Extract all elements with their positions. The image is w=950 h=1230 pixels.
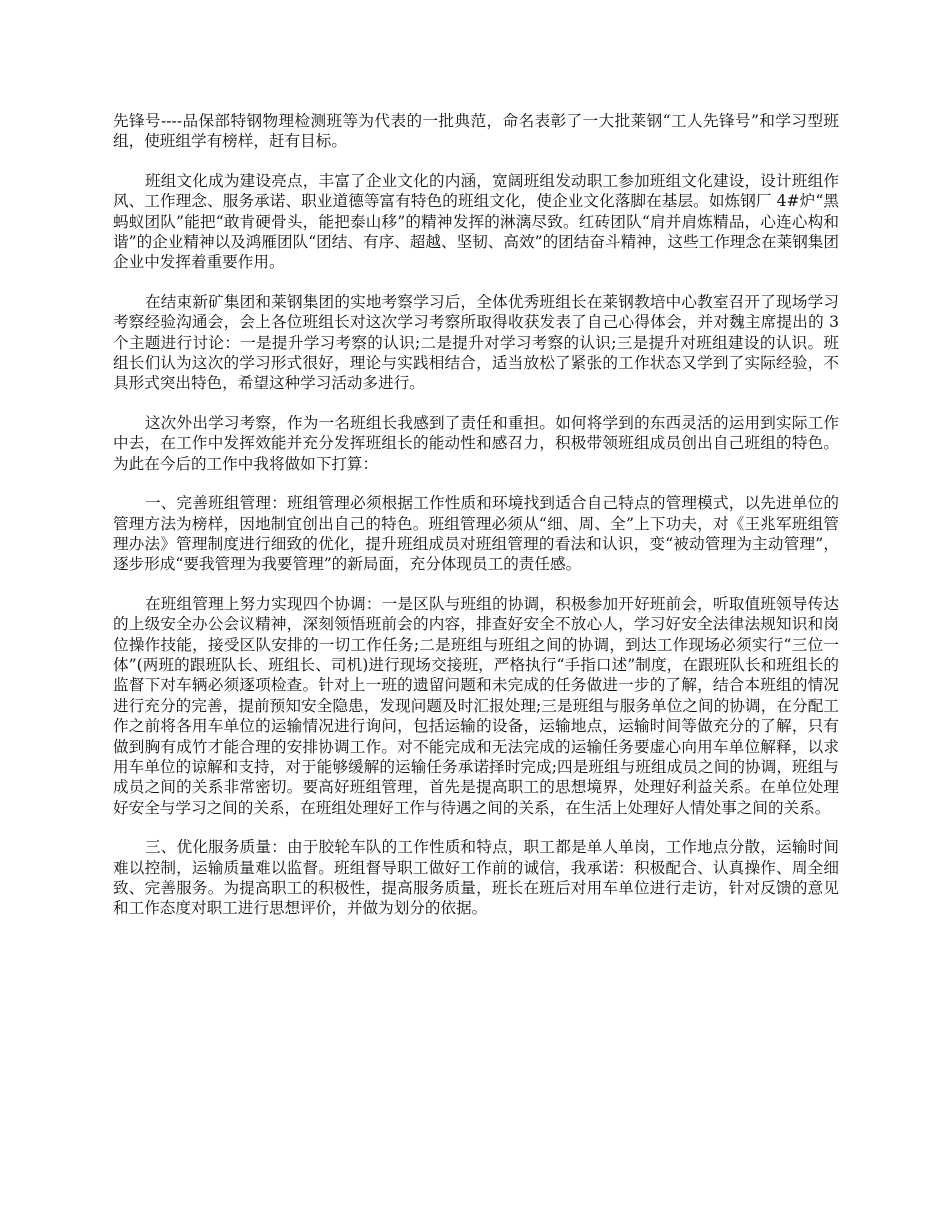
paragraph-reflection: 这次外出学习考察，作为一名班组长我感到了责任和重担。如何将学到的东西灵活的运用到实际工作中去，在工作中发挥效能并充分发挥班组长的能动性和感召力，积极带领班组成员创出自己班组的特色。为此在今后的工作中我将做如下打算： xyxy=(113,413,839,473)
document-body xyxy=(113,111,839,938)
paragraph-improve-management: 一、完善班组管理：班组管理必须根据工作性质和环境找到适合自己特点的管理模式，以先进单位的管理方法为榜样，因地制宜创出自己的特色。班组管理必须从“细、周、全”上下功夫，对《王兆军班组管理办法》管理制度进行细致的优化，提升班组成员对班组管理的看法和认识，变“被动管理为主动管理”，逐步形成“要我管理为我要管理”的新局面，充分体现员工的责任感。 xyxy=(113,494,839,574)
paragraph-exchange-meeting: 在结束新矿集团和莱钢集团的实地考察学习后，全体优秀班组长在莱钢教培中心教室召开了现场学习考察经验沟通会，会上各位班组长对这次学习考察所取得收获发表了自己心得体会，并对魏主席提出的 3 个主题进行讨论：一是提升学习考察的认识;二是提升对学习考察的认识;三是提升对班组建设的认识。班组长们认为这次的学习形式很好，理论与实践相结合，适当放松了紧张的工作状态又学到了实际经验，不具形式突出特色，希望这种学习活动多进行。 xyxy=(113,292,839,393)
paragraph-continuation: 先锋号----品保部特钢物理检测班等为代表的一批典范，命名表彰了一大批莱钢“工人先锋号”和学习型班组，使班组学有榜样，赶有目标。 xyxy=(113,112,839,151)
paragraph-service-quality: 三、优化服务质量：由于胶轮车队的工作性质和特点，职工都是单人单岗，工作地点分散，运输时间难以控制，运输质量难以监督。班组督导职工做好工作前的诚信，我承诺：积极配合、认真操作、周全细致、完善服务。为提高职工的积极性，提高服务质量，班长在班后对用车单位进行走访，针对反馈的意见和工作态度对职工进行思想评价，并做为划分的依据。 xyxy=(113,838,839,918)
paragraph-team-culture: 班组文化成为建设亮点，丰富了企业文化的内涵，宽阔班组发动职工参加班组文化建设，设计班组作风、工作理念、服务承诺、职业道德等富有特色的班组文化，使企业文化落脚在基层。如炼钢厂 4#炉“黑蚂蚁团队”能把“敢肯硬骨头，能把泰山移”的精神发挥的淋漓尽致。红砖团队“肩并肩炼精品，心连心构和谐”的企业精神以及鸿雁团队“团结、有序、超越、坚韧、高效”的团结奋斗精神，这些工作理念在莱钢集团企业中发挥着重要作用。 xyxy=(113,171,839,272)
paragraph-four-coordinations: 在班组管理上努力实现四个协调：一是区队与班组的协调，积极参加开好班前会，听取值班领导传达的上级安全办公会议精神，深刻领悟班前会的内容，排查好安全不放心人，学习好安全法律法规知识和岗位操作技能，接受区队安排的一切工作任务;二是班组与班组之间的协调，到达工作现场必须实行“三位一体”(两班的跟班队长、班组长、司机)进行现场交接班，严格执行“手指口述”制度，在跟班队长和班组长的监督下对车辆必须逐项检查。针对上一班的遗留问题和未完成的任务做进一步的了解，结合本班组的情况进行充分的完善，提前预知安全隐患，发现问题及时汇报处理;三是班组与服务单位之间的协调，在分配工作之前将各用车单位的运输情况进行询问，包括运输的设备，运输地点，运输时间等做充分的了解，只有做到胸有成竹才能合理的安排协调工作。对不能完成和无法完成的运输任务要虚心向用车单位解释，以求用车单位的谅解和支持，对于能够缓解的运输任务承诺择时完成;四是班组与班组成员之间的协调，班组与成员之间的关系非常密切。要高好班组管理，首先是提高职工的思想境界，处理好利益关系。在单位处理好安全与学习之间的关系，在班组处理好工作与待遇之间的关系，在生活上处理好人情处事之间的关系。 xyxy=(113,594,839,817)
